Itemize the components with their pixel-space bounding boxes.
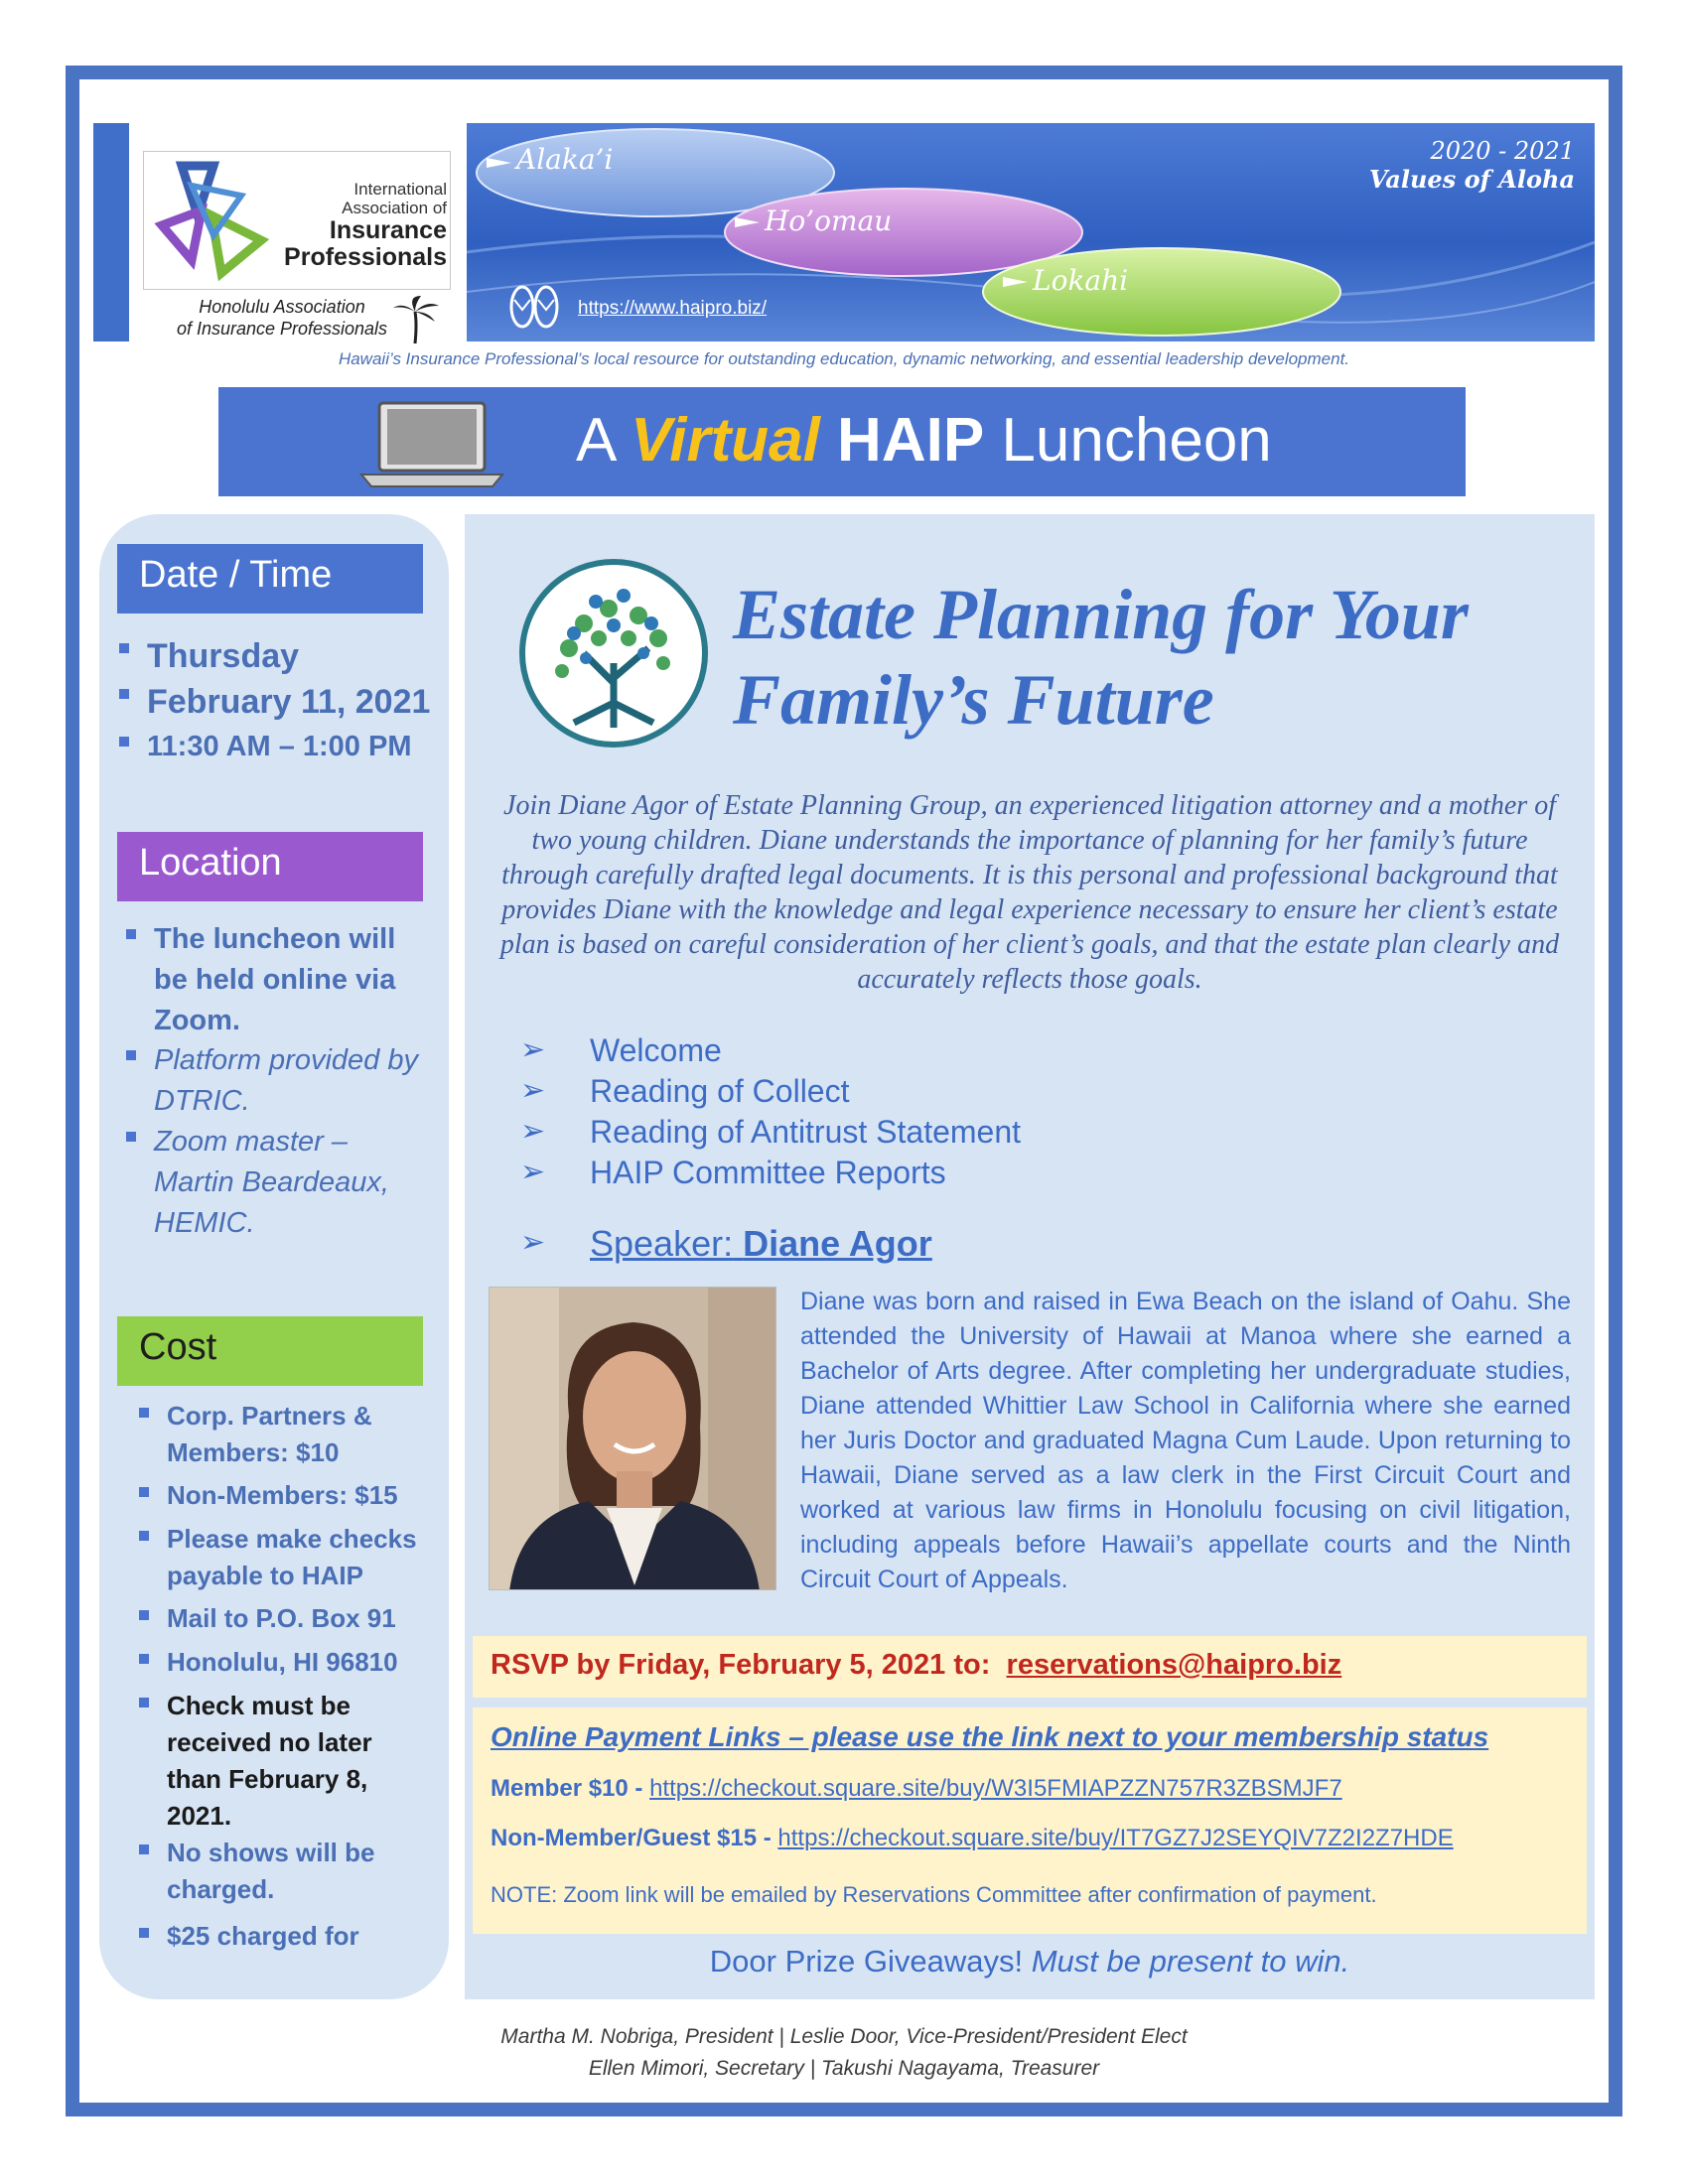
location-item: The luncheon will be held online via Zoom. (154, 919, 422, 1041)
officers-footer (93, 2021, 1595, 2085)
cost-item: Check must be received no later than February 8, 2021. (167, 1688, 415, 1835)
iaip-logo (143, 151, 451, 290)
value-lokahi: Lokahi (1033, 264, 1129, 297)
honolulu-line-1: Honolulu Association (199, 297, 365, 317)
date-item: Thursday (147, 633, 299, 680)
title-a: A (576, 406, 614, 475)
cost-header: Cost (117, 1316, 423, 1386)
logo-line-4: Professionals (284, 243, 447, 271)
member-payment: Member $10 - https://checkout.square.site/buy/W3I5FMIAPZZN757R3ZBSMJF7 (491, 1775, 1342, 1802)
location-header: Location (117, 832, 423, 901)
speaker-heading: ➢ Speaker: Diane Agor (520, 1223, 932, 1264)
cost-item: Honolulu, HI 96810 (167, 1644, 425, 1681)
logo-line-2: Association of (342, 199, 447, 217)
laptop-icon (357, 399, 506, 488)
agenda-list (520, 1032, 1215, 1195)
cost-item: Mail to P.O. Box 91 (167, 1600, 425, 1637)
values-of-aloha-label: Values of Aloha (1368, 165, 1575, 194)
value-homau: Ho’omau (765, 205, 893, 237)
rsvp-email-link[interactable]: reservations@haipro.biz (1006, 1649, 1342, 1681)
tagline: Hawaii’s Insurance Professional’s local resource for outstanding education, dynamic networking, and essential leadership development. (338, 349, 1350, 368)
event-title-bar (218, 387, 1466, 496)
logo-line-3: Insurance (329, 216, 447, 244)
palm-tree-icon (391, 294, 441, 345)
cost-item: $25 charged for (167, 1918, 415, 1955)
event-title-text (576, 405, 1272, 476)
header (93, 123, 1595, 341)
logo-line-1: International (353, 180, 447, 199)
header-accent-bar (93, 123, 129, 341)
payment-header: Online Payment Links – please use the link next to your membership status (491, 1721, 1489, 1752)
date-item: February 11, 2021 (147, 679, 430, 726)
location-item: Zoom master – Martin Beardeaux, HEMIC. (154, 1122, 422, 1244)
zoom-note: NOTE: Zoom link will be emailed by Reservations Committee after confirmation of payment. (491, 1882, 1377, 1907)
tree-logo-icon (514, 554, 713, 752)
rsvp-box (473, 1636, 1587, 1698)
agenda-item: ➢ Welcome (520, 1032, 722, 1068)
title-haip: HAIP (837, 406, 985, 475)
event-intro: Join Diane Agor of Estate Planning Group, an experienced litigation attorney and a mother of two young children. Diane understands the importance of planning for her family’s future through carefully drafted legal documents. It is this personal and professional background that provides Diane with the knowledge and legal experience necessary to ensure her client’s estate plan is based on careful consideration of her client’s goals, and that the estate plan clearly and accurately reflects those goals. (499, 790, 1560, 995)
event-details (465, 514, 1595, 1999)
iaip-logo-icon (152, 156, 271, 285)
slippers-icon (504, 282, 564, 332)
years-label: 2020 - 2021 (1430, 137, 1575, 165)
footer-line-2: Ellen Mimori, Secretary | Takushi Nagayama, Treasurer (588, 2057, 1100, 2080)
rsvp-text: RSVP by Friday, February 5, 2021 to: (491, 1649, 991, 1681)
cost-item: No shows will be charged. (167, 1835, 415, 1908)
nonmember-payment-link[interactable]: https://checkout.square.site/buy/IT7GZ7J2SEYQIV7Z2I2Z7HDE (777, 1825, 1454, 1851)
values-title (1369, 137, 1575, 194)
honolulu-line-2: of Insurance Professionals (176, 319, 388, 339)
website-link[interactable]: https://www.haipro.biz/ (578, 298, 768, 319)
cost-item: Please make checks payable to HAIP (167, 1521, 425, 1594)
agenda-item: ➢ HAIP Committee Reports (520, 1155, 946, 1190)
agenda-item: ➢ Reading of Collect (520, 1073, 850, 1109)
title-virtual: Virtual (631, 406, 820, 475)
event-title: Estate Planning for Your Family’s Future (733, 575, 1469, 740)
info-sidebar (99, 514, 449, 1999)
date-time-header: Date / Time (117, 544, 423, 614)
cost-item: Non-Members: $15 (167, 1477, 425, 1514)
value-alakai: Alaka’i (516, 143, 614, 176)
cost-item: Corp. Partners & Members: $10 (167, 1398, 425, 1471)
member-payment-link[interactable]: https://checkout.square.site/buy/W3I5FMIAPZZN757R3ZBSMJF7 (649, 1775, 1342, 1802)
speaker-photo (489, 1287, 776, 1590)
date-item: 11:30 AM – 1:00 PM (147, 727, 412, 767)
door-prize-note: Door Prize Giveaways! Must be present to win. (709, 1944, 1350, 1979)
speaker-bio: Diane was born and raised in Ewa Beach on the island of Oahu. She attended the University of Hawaii at Manoa where she earned a Bachelor of Arts degree. After completing her undergraduate studies, Diane attended Whittier Law School in California where she earned her Juris Doctor and graduated Magna Cum Laude. Upon returning to Hawaii, Diane served as a law clerk in the First Circuit Court and worked at various law firms in Honolulu focusing on civil litigation, including appeals before Hawaii’s appellate courts and the Ninth Circuit Court of Appeals. (800, 1288, 1571, 1593)
values-banner (467, 123, 1595, 341)
footer-line-1: Martha M. Nobriga, President | Leslie Door, Vice-President/President Elect (500, 2025, 1188, 2048)
agenda-item: ➢ Reading of Antitrust Statement (520, 1114, 1022, 1150)
payment-box (473, 1707, 1587, 1934)
title-luncheon: Luncheon (1001, 406, 1272, 475)
nonmember-payment: Non-Member/Guest $15 - https://checkout.square.site/buy/IT7GZ7J2SEYQIV7Z2I2Z7HDE (491, 1825, 1454, 1851)
honolulu-association-name (163, 296, 401, 340)
location-item: Platform provided by DTRIC. (154, 1040, 442, 1122)
